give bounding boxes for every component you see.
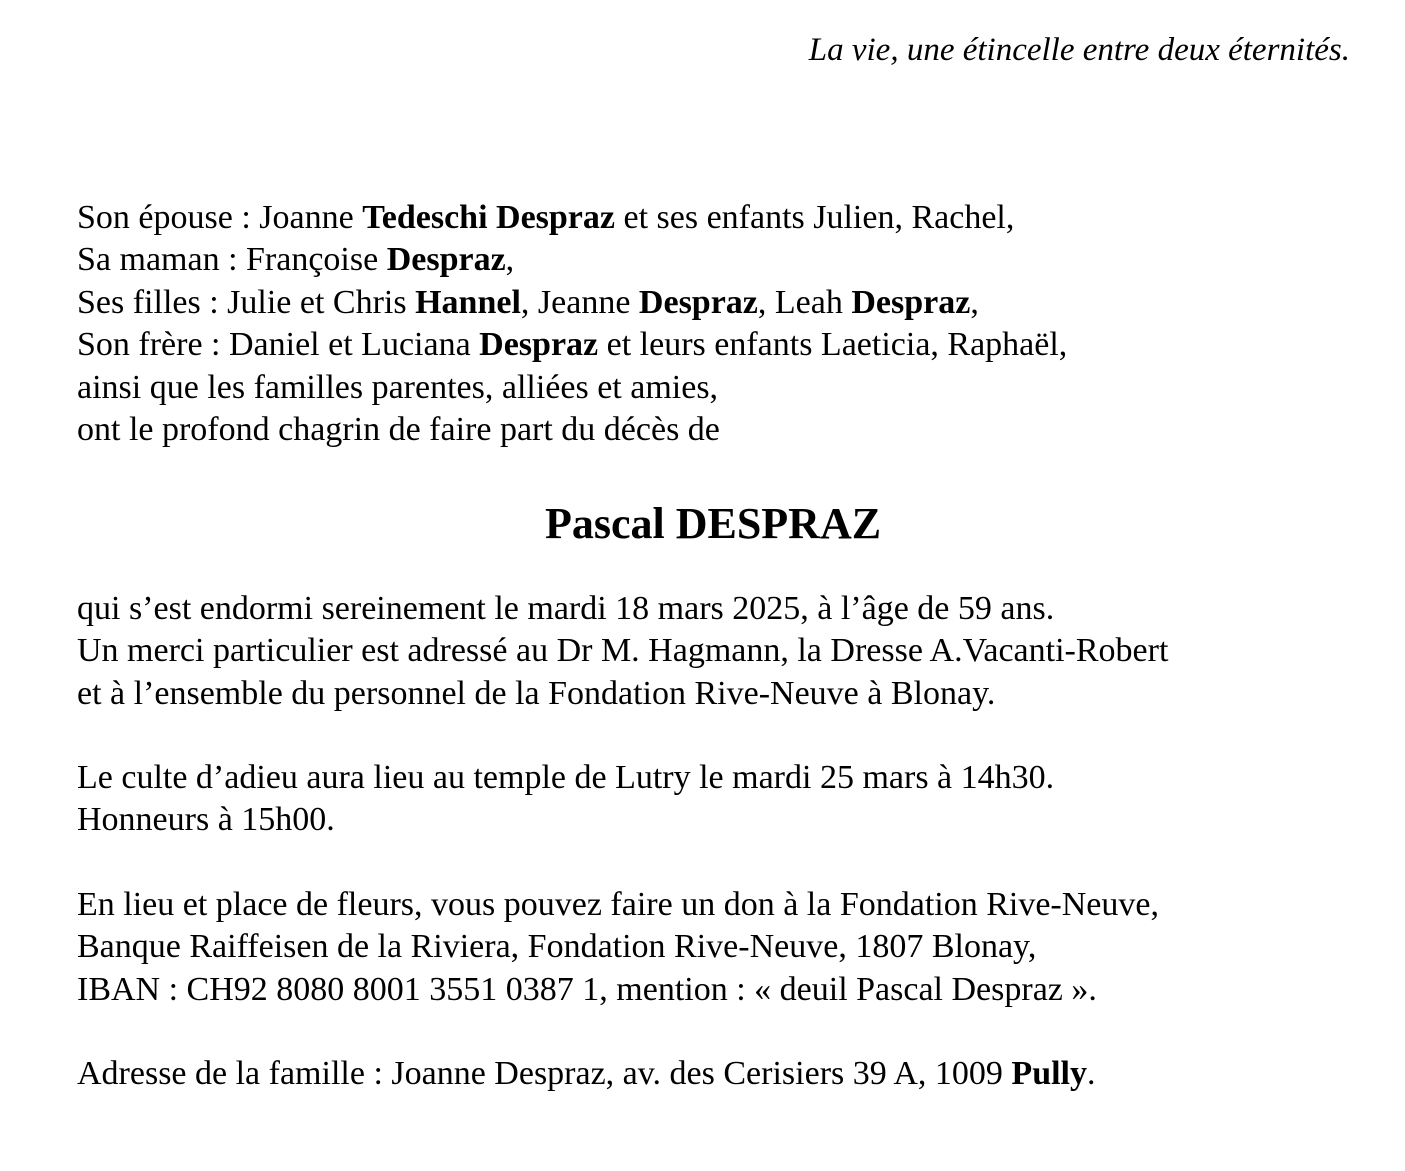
death-details (77, 588, 1168, 715)
epigraph: La vie, une étincelle entre deux éternités. (808, 32, 1350, 68)
family-line-relatives: ainsi que les familles parentes, alliées et amies, (77, 368, 719, 406)
family-announcement (77, 197, 1067, 451)
family-line-mother: Sa maman : Françoise Despraz, (77, 241, 515, 279)
details-line: Un merci particulier est adressé au Dr M. Hagmann, la Dresse A.Vacanti-Robert (77, 632, 1169, 670)
details-line: qui s’est endormi sereinement le mardi 18 mars 2025, à l’âge de 59 ans. (77, 590, 1055, 627)
ceremony-info (77, 757, 1054, 842)
donation-line: En lieu et place de fleurs, vous pouvez faire un don à la Fondation Rive-Neuve, (77, 886, 1159, 923)
details-line: et à l’ensemble du personnel de la Fondation Rive-Neuve à Blonay. (77, 674, 996, 712)
ceremony-line: Le culte d’adieu aura lieu au temple de Lutry le mardi 25 mars à 14h30. (77, 759, 1055, 796)
family-address (77, 1053, 1096, 1095)
donation-line: IBAN : CH92 8080 8001 3551 0387 1, mention : « deuil Pascal Despraz ». (77, 970, 1097, 1008)
family-line-spouse: Son épouse : Joanne Tedeschi Despraz et ses enfants Julien, Rachel, (77, 199, 1015, 236)
ceremony-line: Honneurs à 15h00. (77, 801, 335, 839)
deceased-name: Pascal DESPRAZ (544, 499, 882, 548)
family-line-brother: Son frère : Daniel et Luciana Despraz et leurs enfants Laeticia, Raphaël, (77, 326, 1068, 364)
family-line-daughters: Ses filles : Julie et Chris Hannel, Jeanne Despraz, Leah Despraz, (77, 283, 979, 321)
donation-info (77, 884, 1159, 1011)
family-line-announcement: ont le profond chagrin de faire part du décès de (77, 411, 720, 449)
address-line: Adresse de la famille : Joanne Despraz, av. des Cerisiers 39 A, 1009 Pully. (77, 1055, 1096, 1092)
donation-line: Banque Raiffeisen de la Riviera, Fondation Rive-Neuve, 1807 Blonay, (77, 928, 1037, 966)
